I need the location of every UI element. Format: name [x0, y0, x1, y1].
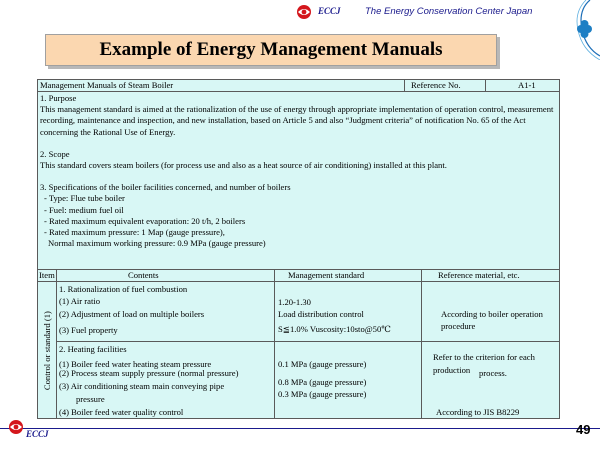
manual-header-row: [38, 80, 559, 92]
divider: [485, 80, 486, 91]
spec-item: - Rated maximum equivalent evaporation: 20 t/h, 2 boilers: [44, 215, 246, 226]
col-header-item: Item: [39, 270, 55, 280]
purpose-text: This management standard is aimed at the rationalization of the use of energy through appropriate implementation of operation control, measurement recording, maintenance and inspection, and new installation, based on Article 5 and also “Judgment criteria” of notification No. 65 of the Act concerning the Rational Use of Energy.: [40, 104, 554, 137]
section2-row: (1) Boiler feed water heating steam pressure: [59, 359, 212, 369]
spec-item: - Type: Flue tube boiler: [44, 193, 125, 204]
section1-heading: 1. Rationalization of fuel combustion: [59, 284, 188, 294]
section1-reference: According to boiler operation: [441, 309, 543, 319]
section2-row: (2) Process steam supply pressure (normal pressure): [59, 368, 239, 378]
specs-heading: 3. Specifications of the boiler facilities concerned, and number of boilers: [40, 182, 291, 193]
section2-row: (3) Air conditioning steam main conveying pipe: [59, 381, 225, 391]
page-number: 49: [576, 422, 591, 437]
divider: [56, 269, 57, 419]
side-label: [38, 283, 56, 419]
section2-reference: production: [433, 365, 471, 375]
section2-standard: 0.3 MPa (gauge pressure): [278, 389, 367, 399]
eccj-logo-icon: [6, 418, 26, 436]
page-title: [45, 34, 497, 66]
section2-row: (4) Boiler feed water quality control: [59, 407, 184, 417]
divider: [421, 269, 422, 419]
reference-value: A1-1: [518, 80, 536, 90]
section1-standard: 1.20-1.30: [278, 297, 311, 307]
section2-standard: 0.1 MPa (gauge pressure): [278, 359, 367, 369]
spec-item: - Fuel: medium fuel oil: [44, 204, 124, 215]
section1-row: (3) Fuel property: [59, 325, 118, 335]
side-label-text: Control or standard (1): [41, 311, 52, 391]
divider: [274, 269, 275, 419]
section2-reference: Refer to the criterion for each: [433, 352, 535, 362]
section2-row: pressure: [76, 394, 105, 404]
header-org-name: The Energy Conservation Center Japan: [365, 6, 533, 17]
manual-doc-title: Management Manuals of Steam Boiler: [40, 80, 174, 90]
purpose-heading: 1. Purpose: [40, 93, 77, 103]
eccj-logo-icon: [294, 4, 314, 20]
header-brand: ECCJ: [318, 6, 341, 16]
spec-item: - Rated maximum pressure: 1 Map (gauge pressure),: [44, 227, 225, 238]
section-divider: [56, 341, 559, 342]
section2-standard: 0.8 MPa (gauge pressure): [278, 377, 367, 387]
section1-standard: Load distribution control: [278, 309, 364, 319]
section2-heading: 2. Heating facilities: [59, 344, 127, 354]
scope-heading: 2. Scope: [40, 148, 70, 159]
col-header-reference: Reference material, etc.: [438, 270, 520, 280]
footer-rule: [0, 428, 600, 429]
manual-panel: [37, 79, 560, 419]
reference-label: Reference No.: [411, 80, 461, 90]
section2-reference-jis: According to JIS B8229: [436, 407, 520, 417]
divider: [404, 80, 405, 91]
page-title-text: Example of Energy Management Manuals: [99, 39, 443, 60]
section1-reference: procedure: [441, 321, 476, 331]
section1-standard: S≦1.0% Vuscosity:10sto@50℃: [278, 324, 391, 334]
col-header-standard: Management standard: [288, 270, 365, 280]
manual-body: [40, 93, 556, 249]
col-header-contents: Contents: [128, 270, 159, 280]
scope-text: This standard covers steam boilers (for process use and also as a heat source of air conditioning) installed at this plant.: [40, 160, 447, 171]
section1-row: (1) Air ratio: [59, 296, 101, 306]
section2-reference: process.: [479, 368, 507, 378]
spec-item: Normal maximum working pressure: 0.9 MPa (gauge pressure): [48, 238, 266, 249]
clover-decoration-icon: [560, 0, 600, 60]
footer-brand: ECCJ: [26, 429, 49, 439]
section1-row: (2) Adjustment of load on multiple boilers: [59, 309, 205, 319]
